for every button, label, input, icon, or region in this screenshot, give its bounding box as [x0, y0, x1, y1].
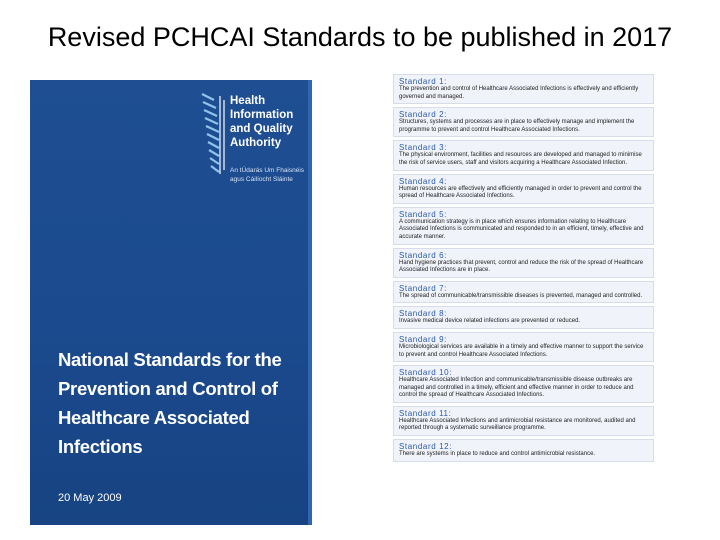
standard-text: Healthcare Associated Infection and communicable/transmissible disease outbreaks are managed and controlled in a timely, efficient and effective manner in order to reduce and control the spread of Healthcare Associated Infections. — [399, 377, 634, 399]
standard-text: The physical environment, facilities and resources are developed and managed to minimise the risk of service users, staff and visitors acquiring a Healthcare Associated Infection. — [399, 152, 642, 166]
standard-title: Standard 11: — [399, 408, 452, 418]
standard-item — [393, 439, 654, 462]
standard-item — [393, 365, 654, 403]
standard-text: Hand hygiene practices that prevent, control and reduce the risk of the spread of Healthcare Associated Infections are in place. — [399, 259, 644, 274]
standard-title: Standard 2: — [399, 110, 447, 120]
standard-title: Standard 9: — [399, 334, 447, 344]
standard-text: Microbiological services are available in a timely and effective manner to support the service to prevent and control Healthcare Associated Infections. — [399, 343, 644, 358]
standard-text: The spread of communicable/transmissible diseases is prevented, managed and controlled. — [399, 292, 643, 299]
standard-item — [393, 107, 654, 137]
standard-item — [393, 174, 654, 204]
standard-text: Healthcare Associated Infections and antimicrobial resistance are monitored, audited and reported through a systematic surveillance programme. — [399, 417, 636, 432]
standard-title: Standard 6: — [399, 250, 447, 260]
cover-tagline: An tÚdarás Um Fhaisnéis agus Cáilíocht Sláinte — [230, 167, 305, 183]
standard-title: Standard 10: — [399, 368, 453, 378]
standard-text: There are systems in place to reduce and control antimicrobial resistance. — [399, 451, 596, 458]
cover-org-name: Health Information and Quality Authority — [230, 95, 294, 149]
standard-item — [393, 332, 654, 362]
standard-title: Standard 8: — [399, 309, 447, 319]
standard-item — [393, 306, 654, 329]
report-cover — [30, 80, 312, 525]
standards-list — [393, 74, 654, 536]
standard-text: Human resources are effectively and efficiently managed in order to prevent and control the spread of Healthcare Associated Infections. — [399, 185, 642, 200]
standard-item — [393, 207, 654, 245]
hiqa-logo-icon — [200, 90, 230, 176]
standard-item — [393, 281, 654, 304]
cover-date: 20 May 2009 — [58, 492, 122, 504]
standard-title: Standard 1: — [399, 77, 447, 86]
standard-text: Invasive medical device related infections are prevented or reduced. — [399, 318, 581, 325]
standard-text: Structures, systems and processes are in place to effectively manage and implement the programme to prevent and control Healthcare Associated Infections. — [399, 119, 635, 133]
standard-item — [393, 248, 654, 278]
standard-title: Standard 4: — [399, 176, 447, 186]
cover-edge-stripe — [308, 80, 312, 525]
standard-title: Standard 12: — [399, 442, 453, 452]
standard-item — [393, 74, 654, 104]
cover-title: National Standards for the Prevention and Control of Healthcare Associated Infections — [58, 349, 282, 457]
standard-title: Standard 5: — [399, 209, 447, 219]
standard-title: Standard 7: — [399, 283, 447, 293]
standard-item — [393, 140, 654, 170]
standard-text: The prevention and control of Healthcare Associated Infections is effectively and efficiently governed and managed. — [399, 86, 639, 100]
standard-item — [393, 406, 654, 436]
standard-text: A communication strategy is in place which ensures information relating to Healthcare Associated Infections is communicated and responded to in an efficient, timely, effective and accurate manner. — [399, 218, 644, 240]
slide-title: Revised PCHCAI Standards to be published in 2017 — [47, 22, 673, 52]
standard-title: Standard 3: — [399, 143, 447, 153]
